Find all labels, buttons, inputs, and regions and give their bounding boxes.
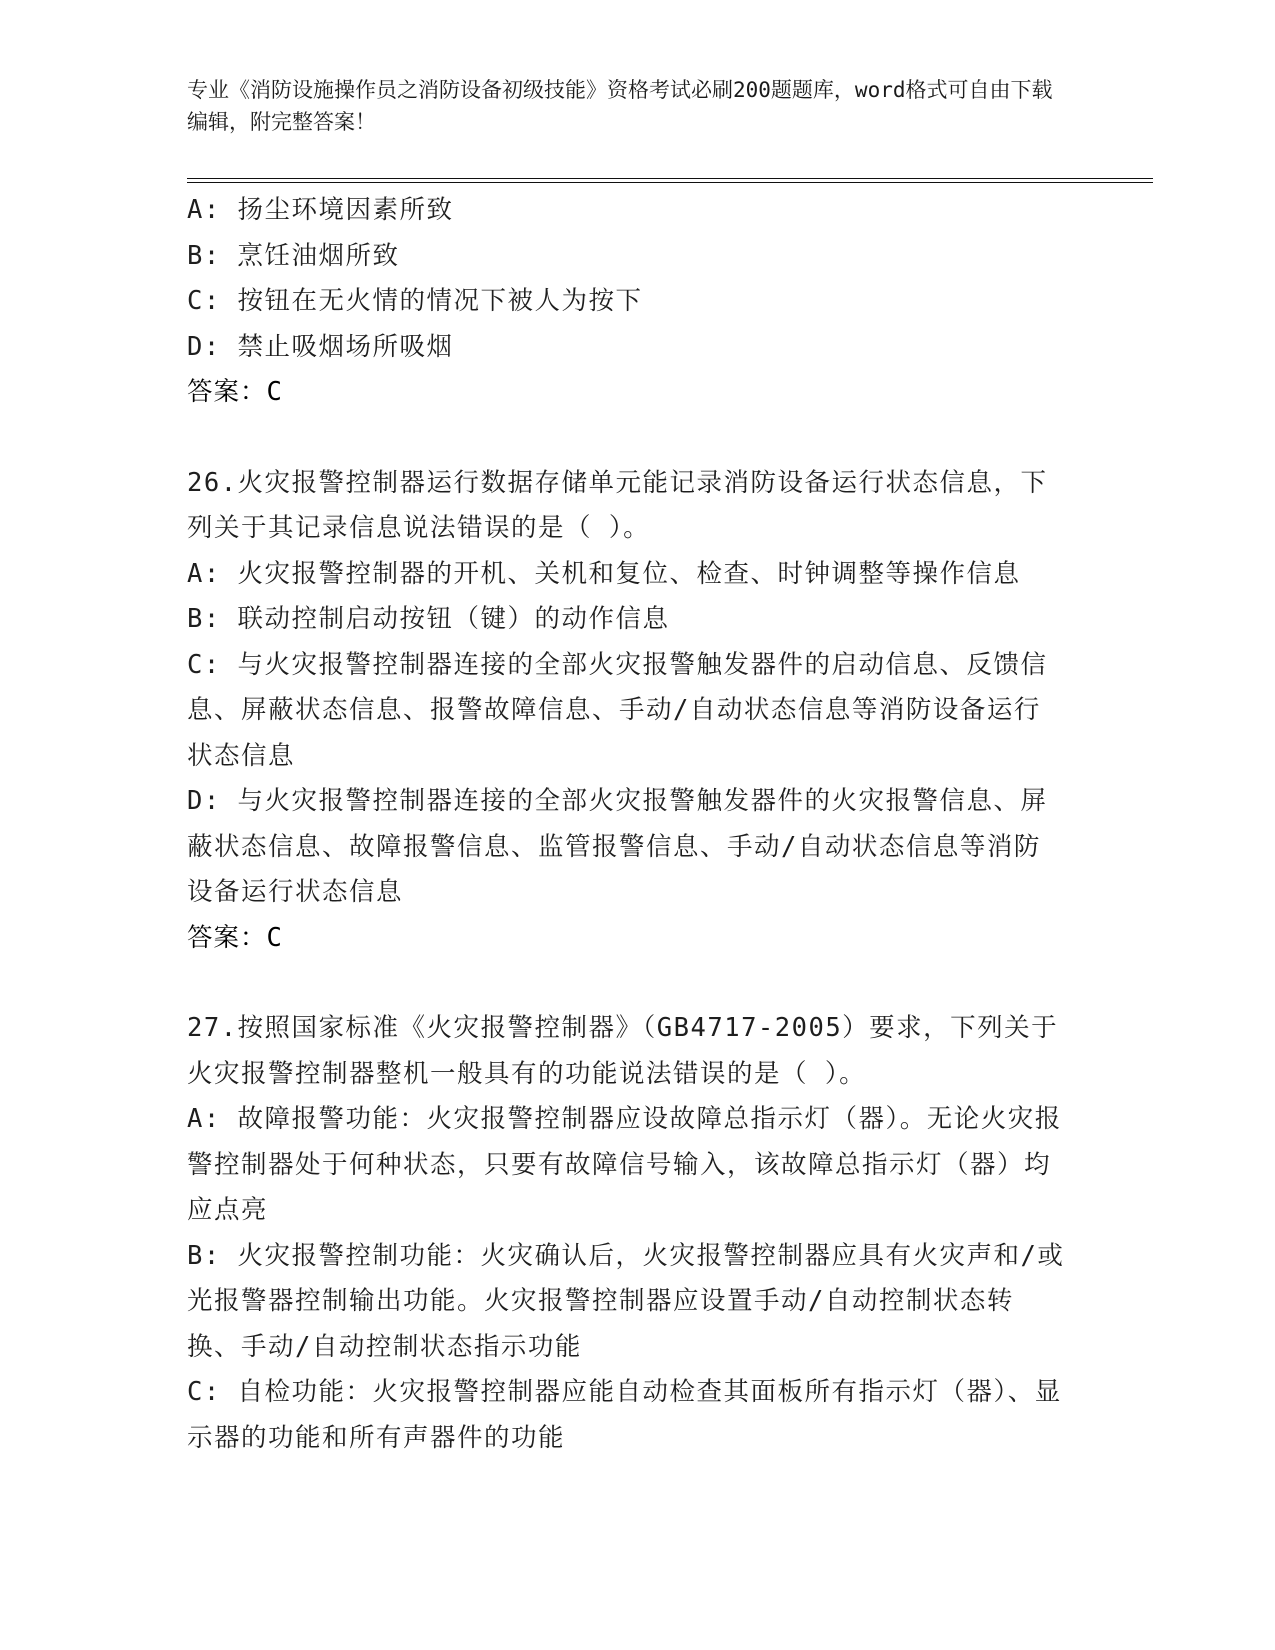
header-divider-top [187,178,1153,179]
option-c: C: 按钮在无火情的情况下被人为按下 [187,286,643,316]
option-b: B: 烹饪油烟所致 [187,240,400,271]
question-spacer [187,961,1067,1006]
option-c: C: 与火灾报警控制器连接的全部火灾报警触发器件的启动信息、反馈信息、屏蔽状态信息、报警故障信息、手动/自动状态信息等消防设备运行状态信息 [187,649,1048,771]
document-body [187,188,1067,1461]
answer-line: 答案：C [187,377,283,407]
option-c: C: 自检功能：火灾报警控制器应能自动检查其面板所有指示灯（器）、显示器的功能和所有声器件的功能 [187,1377,1062,1453]
option-b: B: 联动控制启动按钮（键）的动作信息 [187,604,670,634]
option-d: D: 禁止吸烟场所吸烟 [187,331,454,362]
option-d: D: 与火灾报警控制器连接的全部火灾报警触发器件的火灾报警信息、屏蔽状态信息、故障报警信息、监管报警信息、手动/自动状态信息等消防设备运行状态信息 [187,786,1048,907]
answer-line: 答案：C [187,922,283,953]
document-header: 专业《消防设施操作员之消防设备初级技能》资格考试必刷200题题库，word格式可自由下载编辑，附完整答案！ [187,78,1053,134]
header-divider-bottom [187,182,1153,183]
question-27 [187,1006,1067,1461]
question-spacer [187,416,1067,461]
question-25-tail [187,188,1067,416]
option-b: B: 火灾报警控制功能：火灾确认后，火灾报警控制器应具有火灾声和/或光报警器控制输出功能。火灾报警控制器应设置手动/自动控制状态转换、手动/自动控制状态指示功能 [187,1240,1065,1362]
question-stem: 26.火灾报警控制器运行数据存储单元能记录消防设备运行状态信息，下列关于其记录信息说法错误的是（ ）。 [187,467,1048,543]
option-a: A: 扬尘环境因素所致 [187,195,454,225]
question-26 [187,461,1067,962]
option-a: A: 故障报警功能：火灾报警控制器应设故障总指示灯（器）。无论火灾报警控制器处于何种状态，只要有故障信号输入，该故障总指示灯（器）均应点亮 [187,1104,1062,1225]
question-stem: 27.按照国家标准《火灾报警控制器》（GB4717-2005）要求，下列关于火灾报警控制器整机一般具有的功能说法错误的是（ ）。 [187,1013,1059,1089]
option-a: A: 火灾报警控制器的开机、关机和复位、检查、时钟调整等操作信息 [187,558,1021,589]
